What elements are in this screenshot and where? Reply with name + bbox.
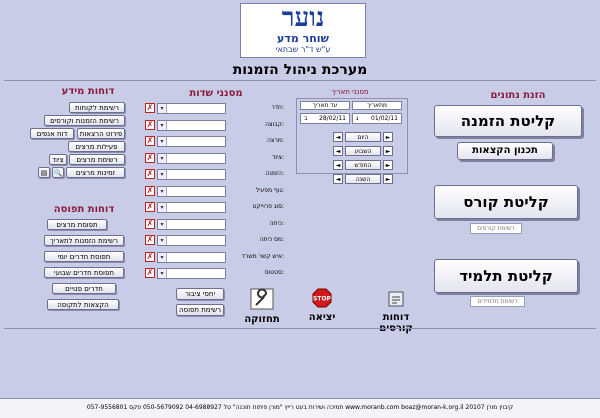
clear-filter-icon[interactable]: ✗	[146, 169, 154, 178]
period-allocations-button[interactable]: הקצאות לתקופה	[47, 299, 119, 310]
next-day-arrow-icon[interactable]: ►	[383, 132, 393, 142]
from-date-value: 01/02/11	[371, 115, 398, 122]
lecture-detail-button[interactable]: פירוט הרצאות	[77, 128, 125, 139]
preview-icon[interactable]: 🔍	[53, 169, 63, 177]
chevron-down-icon[interactable]: ▾	[158, 154, 167, 163]
wrench-icon	[250, 288, 274, 310]
prev-year-arrow-icon[interactable]: ◄	[333, 174, 343, 184]
lecturer-availability-button[interactable]: זמינות מרצים	[66, 167, 125, 178]
prev-month-arrow-icon[interactable]: ◄	[333, 160, 343, 170]
filter-dropdown[interactable]	[157, 136, 226, 147]
filter-label: כיתה:	[269, 219, 284, 227]
logo-main: נוער	[281, 3, 325, 33]
prev-week-arrow-icon[interactable]: ◄	[333, 146, 343, 156]
chevron-down-icon[interactable]: ▾	[158, 121, 167, 130]
file-pages-button[interactable]: דוח אנפים	[30, 128, 74, 139]
clear-filter-icon[interactable]: ✗	[146, 251, 154, 261]
chevron-down-icon[interactable]: ▾	[158, 104, 167, 113]
filter-label: ציוד:	[272, 153, 284, 161]
order-intake-button[interactable]: קליטת הזמנה	[434, 105, 582, 137]
chevron-down-icon[interactable]: ▾	[158, 137, 167, 146]
clear-filter-icon[interactable]: ✗	[146, 218, 154, 228]
filter-dropdown[interactable]	[157, 268, 226, 279]
filter-dropdown[interactable]	[157, 186, 226, 197]
logo	[240, 3, 366, 58]
filter-dropdown[interactable]	[157, 202, 226, 213]
month-button[interactable]: החודש	[345, 160, 381, 170]
from-date-label: מתאריך	[352, 101, 402, 110]
clear-filter-icon[interactable]: ✗	[146, 119, 154, 129]
logo-sub: שוחר מדע	[277, 32, 329, 45]
from-date-day: ג	[356, 115, 359, 122]
from-date-field[interactable]	[352, 113, 402, 124]
filter-dropdown[interactable]	[157, 219, 226, 230]
filter-label: קבוצה:	[265, 120, 284, 128]
free-rooms-button[interactable]: חדרים פנויים	[52, 283, 116, 294]
filter-label: חדר:	[271, 104, 284, 111]
to-date-value: 28/02/11	[319, 115, 346, 122]
equipment-button[interactable]: ציוד	[49, 154, 67, 165]
orders-and-courses-button[interactable]: רשימת הזמנות וקורסים	[44, 115, 125, 126]
divider-top	[4, 80, 596, 81]
today-button[interactable]: היום	[345, 132, 381, 142]
stop-icon	[312, 288, 332, 308]
to-date-label: עד תאריך	[300, 101, 350, 110]
logo-tag: ע"ש ד"ר שבתאי	[275, 45, 331, 54]
course-reports-label: דוחות	[382, 312, 410, 323]
to-date-field[interactable]	[300, 113, 350, 124]
filter-label: גוף מפעיל:	[255, 186, 284, 194]
divider-bottom	[4, 328, 596, 329]
next-year-arrow-icon[interactable]: ►	[383, 174, 393, 184]
clear-filter-icon[interactable]: ✗	[146, 202, 154, 211]
chevron-down-icon[interactable]: ▾	[158, 203, 167, 212]
clear-filter-icon[interactable]: ✗	[146, 268, 154, 277]
filter-label: מרצה:	[267, 137, 284, 144]
svg-text:STOP: STOP	[313, 295, 331, 303]
chevron-down-icon[interactable]: ▾	[158, 187, 167, 196]
clear-filter-icon[interactable]: ✗	[146, 185, 154, 195]
weekly-rooms-button[interactable]: תפוסת חדרים שבועי	[44, 267, 124, 278]
filter-dropdown[interactable]	[157, 169, 226, 180]
date-filter-heading: מסנני תאריך	[331, 88, 369, 96]
student-intake-button[interactable]: קליטת תלמיד	[434, 259, 578, 293]
customer-list-button[interactable]: רשימת לקוחות	[69, 102, 125, 113]
year-button[interactable]: השנה	[345, 174, 381, 184]
maintenance-label: תחזוקה	[244, 314, 280, 325]
filter-label: סטטוס:	[264, 269, 284, 276]
clear-filter-icon[interactable]: ✗	[146, 235, 154, 244]
to-date-day: ב	[304, 115, 308, 122]
filter-label: איש קשר משרד:	[241, 252, 284, 260]
clear-filter-icon[interactable]: ✗	[146, 152, 154, 162]
page-title: מערכת ניהול הזמנות	[232, 62, 368, 78]
filter-label: הזמנה:	[265, 170, 284, 177]
orders-by-date-button[interactable]: רשימת הזמנות לתאריך	[44, 235, 124, 246]
allocation-plan-button[interactable]: תכנון הקצאות	[457, 142, 553, 160]
chevron-down-icon[interactable]: ▾	[158, 269, 167, 278]
report-icon	[387, 290, 405, 308]
data-entry-heading: הזנת נתונים	[490, 90, 546, 101]
filter-dropdown[interactable]	[157, 153, 226, 164]
maintenance-button[interactable]	[240, 288, 284, 325]
exit-button[interactable]	[304, 288, 340, 323]
clear-filter-icon[interactable]: ✗	[146, 136, 154, 145]
footer: תמיכה ושירות בעט רייץ "מורן פיתוח תוכנה" טל 04-6988927 050-5679092 פקס 057-9556801 www.moranb.com boaz@moran-k.org.il קיבוץ מורן 20107	[0, 398, 600, 418]
course-list-button[interactable]: רשימת קורסים	[470, 223, 522, 234]
filter-dropdown[interactable]	[157, 103, 226, 114]
exit-label: יציאה	[308, 312, 336, 323]
chevron-down-icon[interactable]: ▾	[158, 236, 167, 245]
week-button[interactable]: השבוע	[345, 146, 381, 156]
clear-filter-icon[interactable]: ✗	[146, 103, 154, 112]
field-filter-heading: מסנני שדות	[189, 88, 243, 99]
public-relations-button[interactable]: יחסי ציבור	[176, 288, 224, 300]
lecturer-activity-button[interactable]: פעילות מרצים	[68, 141, 125, 152]
prev-day-arrow-icon[interactable]: ◄	[333, 132, 343, 142]
course-intake-button[interactable]: קליטת קורס	[434, 185, 578, 219]
occupancy-list-button[interactable]: רשימת תפוסה	[176, 304, 224, 316]
filter-dropdown[interactable]	[157, 252, 226, 263]
chevron-down-icon[interactable]: ▾	[158, 253, 167, 262]
filter-label: סוג פרוייקט:	[252, 203, 284, 210]
info-reports-heading: דוחות מידע	[61, 86, 115, 97]
lecturer-occupancy-button[interactable]: תפוסת מרצים	[47, 219, 107, 230]
filter-dropdown[interactable]	[157, 235, 226, 246]
chevron-down-icon[interactable]: ▾	[158, 170, 167, 179]
chevron-down-icon[interactable]: ▾	[158, 220, 167, 229]
filter-label: מס כיתה:	[259, 236, 284, 243]
print-icon[interactable]: ▤	[38, 167, 50, 178]
lecturer-list-button[interactable]: רשימת מרצים	[69, 154, 125, 165]
student-list-button[interactable]: רשימת תלמידים	[470, 296, 525, 307]
next-week-arrow-icon[interactable]: ►	[383, 146, 393, 156]
daily-rooms-button[interactable]: תפוסת חדרים יומי	[44, 251, 124, 262]
filter-dropdown[interactable]	[157, 120, 226, 131]
occupancy-reports-heading: דוחות תפוסה	[53, 204, 115, 215]
next-month-arrow-icon[interactable]: ►	[383, 160, 393, 170]
